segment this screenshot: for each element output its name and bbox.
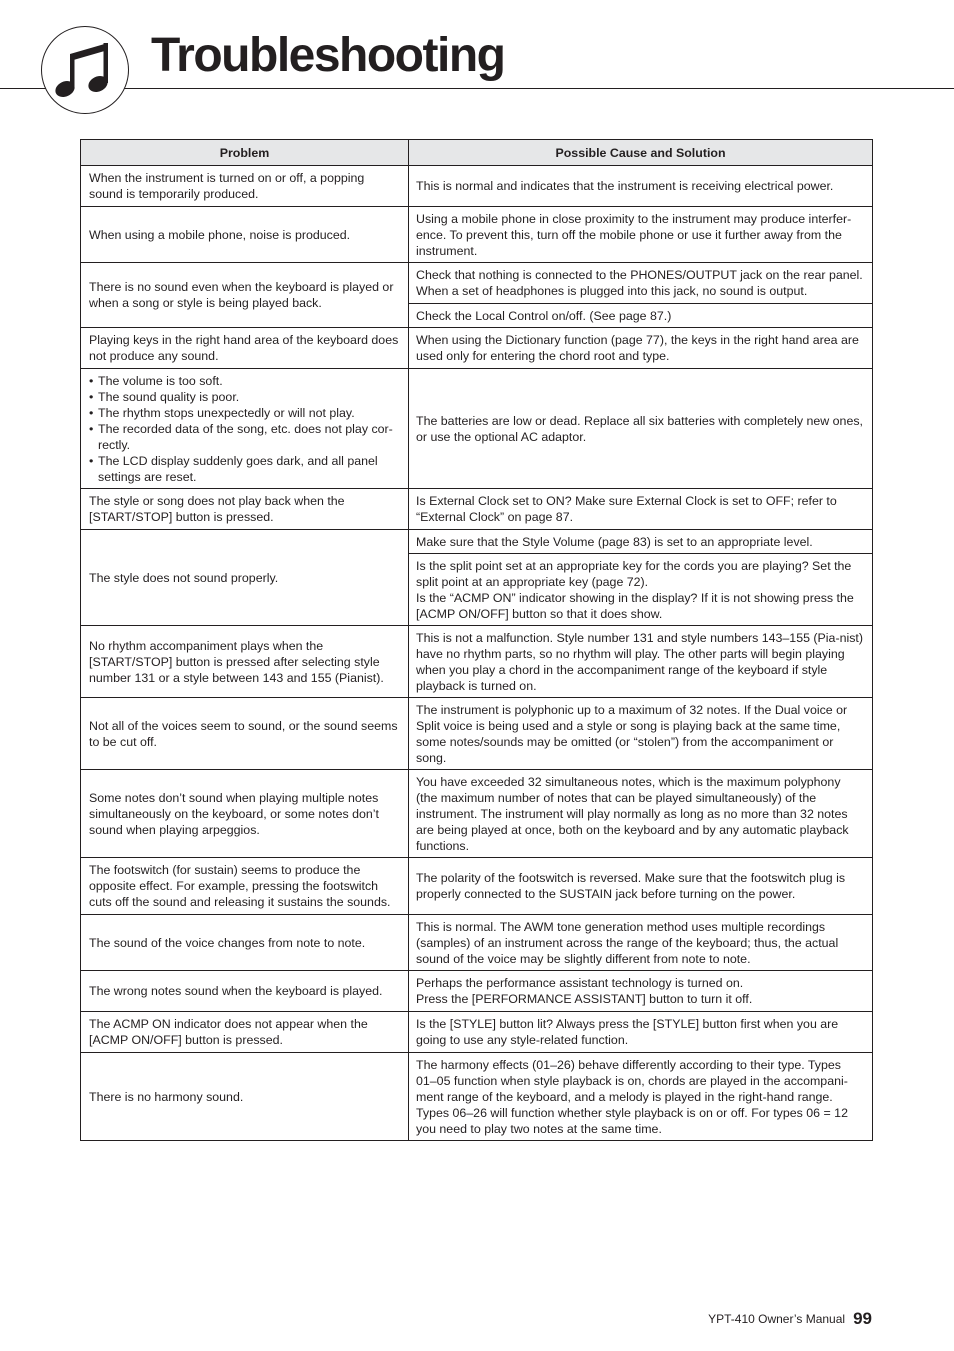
table-row	[81, 915, 873, 971]
solution-cell: When using the Dictionary function (page 77), the keys in the right hand area are used only for entering the chord root and type.	[409, 328, 873, 369]
problem-list	[89, 373, 401, 485]
list-item: • The sound quality is poor.	[89, 389, 401, 405]
table-row	[81, 1053, 873, 1141]
table-row	[81, 971, 873, 1012]
list-item: • The rhythm stops unexpectedly or will not play.	[89, 405, 401, 421]
problem-cell	[81, 369, 409, 489]
solution-cell: The polarity of the footswitch is reversed. Make sure that the footswitch plug is properly connected to the SUSTAIN jack before turning on the power.	[409, 858, 873, 915]
solution-cell: You have exceeded 32 simultaneous notes, which is the maximum polyphony (the maximum number of notes that can be played simultaneously) of the instrument. The instrument will play normally as long as no more than 32 notes are being played at once, both on the keyboard and by any automatic playback functions.	[409, 770, 873, 858]
table-row	[81, 770, 873, 858]
table-row	[81, 530, 873, 554]
troubleshooting-table	[80, 139, 873, 1141]
problem-cell: When the instrument is turned on or off, a popping sound is temporarily produced.	[81, 166, 409, 207]
problem-cell: When using a mobile phone, noise is produced.	[81, 207, 409, 263]
table-row	[81, 328, 873, 369]
problem-cell: The wrong notes sound when the keyboard is played.	[81, 971, 409, 1012]
list-item: • The volume is too soft.	[89, 373, 401, 389]
manual-name: YPT-410 Owner’s Manual	[708, 1312, 846, 1326]
problem-cell: The style or song does not play back when the [START/STOP] button is pressed.	[81, 489, 409, 530]
table-header-row	[81, 140, 873, 166]
page-title: Troubleshooting	[151, 29, 505, 82]
solution-cell: Is the [STYLE] button lit? Always press the [STYLE] button first when you are going to use any style-related function.	[409, 1012, 873, 1053]
column-header-problem: Problem	[81, 140, 409, 166]
problem-cell: Playing keys in the right hand area of the keyboard does not produce any sound.	[81, 328, 409, 369]
problem-cell: The sound of the voice changes from note to note.	[81, 915, 409, 971]
solution-cell: This is normal. The AWM tone generation method uses multiple recordings (samples) of an instrument across the range of the keyboard; thus, the actual sound of the voice may be slightly different from note to note.	[409, 915, 873, 971]
problem-cell: No rhythm accompaniment plays when the [START/STOP] button is pressed after selecting style number 131 or a style between 143 and 155 (Pianist).	[81, 626, 409, 698]
table-row	[81, 698, 873, 770]
table-row	[81, 1012, 873, 1053]
chapter-badge	[41, 26, 129, 114]
problem-cell: The ACMP ON indicator does not appear when the [ACMP ON/OFF] button is pressed.	[81, 1012, 409, 1053]
table-row	[81, 369, 873, 489]
page-number: 99	[853, 1309, 872, 1328]
problem-cell: Not all of the voices seem to sound, or the sound seems to be cut off.	[81, 698, 409, 770]
table-row	[81, 489, 873, 530]
problem-cell: There is no harmony sound.	[81, 1053, 409, 1141]
table-row	[81, 263, 873, 304]
problem-cell: There is no sound even when the keyboard is played or when a song or style is being played back.	[81, 263, 409, 328]
problem-cell: The style does not sound properly.	[81, 530, 409, 626]
solution-cell: This is not a malfunction. Style number 131 and style numbers 143–155 (Pia-nist) have no rhythm parts, so no rhythm will play. The other parts will begin playing when you play a chord in the accompaniment range of the keyboard if style playback is turned on.	[409, 626, 873, 698]
solution-cell: The batteries are low or dead. Replace all six batteries with completely new ones, or use the optional AC adaptor.	[409, 369, 873, 489]
solution-cell: Perhaps the performance assistant technology is turned on. Press the [PERFORMANCE ASSISTANT] button to turn it off.	[409, 971, 873, 1012]
problem-cell: Some notes don’t sound when playing multiple notes simultaneously on the keyboard, or some notes don’t sound when playing arpeggios.	[81, 770, 409, 858]
table-row	[81, 207, 873, 263]
solution-cell: Check that nothing is connected to the PHONES/OUTPUT jack on the rear panel. When a set of headphones is plugged into this jack, no sound is output.	[409, 263, 873, 304]
problem-cell: The footswitch (for sustain) seems to produce the opposite effect. For example, pressing the footswitch cuts off the sound and releasing it sustains the sounds.	[81, 858, 409, 915]
column-header-solution: Possible Cause and Solution	[409, 140, 873, 166]
solution-cell: This is normal and indicates that the instrument is receiving electrical power.	[409, 166, 873, 207]
solution-cell: Make sure that the Style Volume (page 83) is set to an appropriate level.	[409, 530, 873, 554]
list-item: • The recorded data of the song, etc. does not play cor-rectly.	[89, 421, 401, 453]
solution-cell: Is External Clock set to ON? Make sure External Clock is set to OFF; refer to “External Clock” on page 87.	[409, 489, 873, 530]
solution-cell: The harmony effects (01–26) behave differently according to their type. Types 01–05 function when style playback is on, chords are played in the accompani-ment range of the keyboard, and a melody is played in the right-hand range. Types 06–26 will function whether style playback is on or off. For types 06 = 12 you need to play two notes at the same time.	[409, 1053, 873, 1141]
page-footer	[708, 1309, 872, 1329]
music-note-icon	[42, 27, 128, 113]
solution-cell: The instrument is polyphonic up to a maximum of 32 notes. If the Dual voice or Split voice is being used and a style or song is playing back at the same time, some notes/sounds may be omitted (or “stolen”) from the accompaniment or song.	[409, 698, 873, 770]
solution-cell: Is the split point set at an appropriate key for the cords you are playing? Set the split point at an appropriate key (page 72). Is the “ACMP ON” indicator showing in the display? If it is not showing press the [ACMP ON/OFF] button so that it does show.	[409, 554, 873, 626]
table-row	[81, 858, 873, 915]
table-row	[81, 166, 873, 207]
list-item: • The LCD display suddenly goes dark, and all panel settings are reset.	[89, 453, 401, 485]
solution-cell: Check the Local Control on/off. (See page 87.)	[409, 304, 873, 328]
table-row	[81, 626, 873, 698]
solution-cell: Using a mobile phone in close proximity to the instrument may produce interfer-ence. To prevent this, turn off the mobile phone or use it further away from the instrument.	[409, 207, 873, 263]
header-rule	[0, 88, 954, 89]
